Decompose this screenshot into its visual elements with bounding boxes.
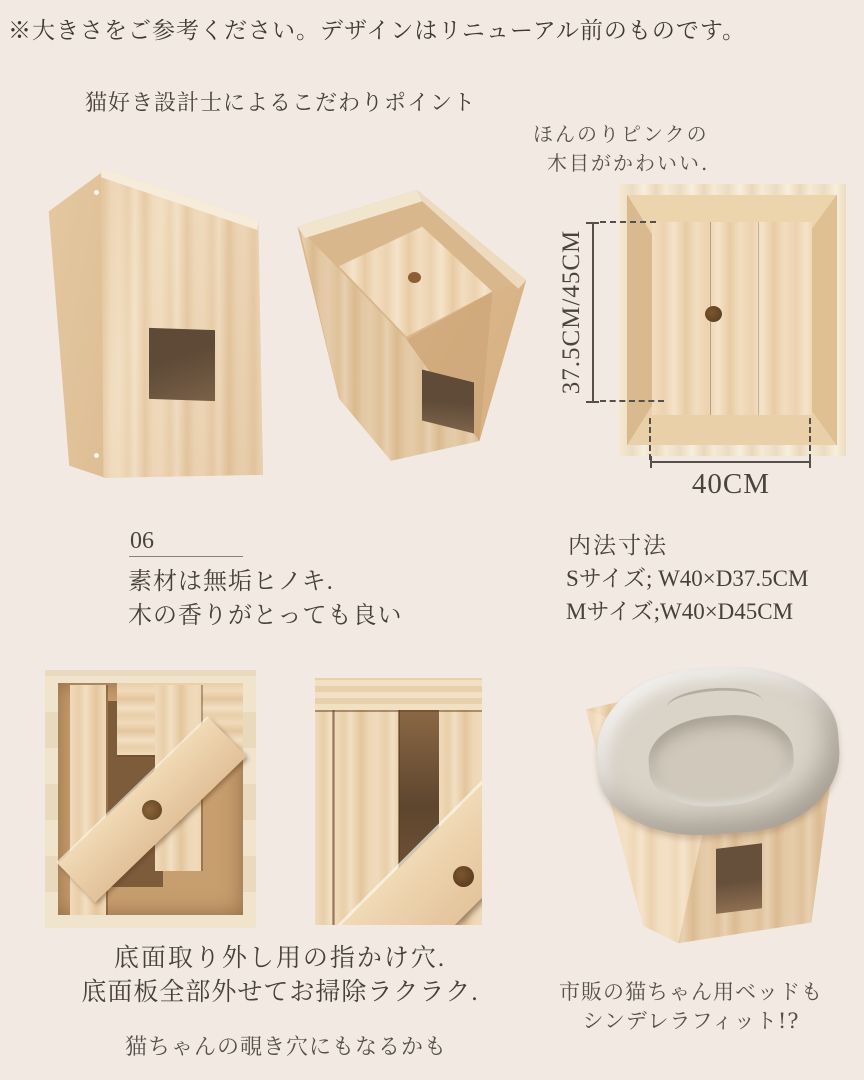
finger-hole: [138, 796, 166, 824]
pink-grain-note-line1: ほんのりピンクの: [533, 122, 709, 146]
dimension-line-horizontal: [650, 461, 811, 463]
point-number-underline: [129, 556, 243, 557]
box-floor: [652, 222, 812, 415]
peek-hole-caption: 猫ちゃんの覗き穴にもなるかも: [125, 1035, 448, 1060]
floor-hole: [705, 306, 722, 322]
photo-house-box-front: [35, 168, 263, 478]
point-text-line2: 木の香りがとっても良い: [128, 603, 403, 629]
dimension-dash-bottom: [600, 400, 664, 402]
dimension-cap-left: [650, 456, 652, 468]
dimension-line-vertical: [592, 223, 594, 403]
inner-dimensions-size-m: Mサイズ;W40×D45CM: [566, 599, 794, 624]
dimension-cap-right: [809, 456, 811, 468]
photo-cat-bed-fit: [583, 662, 855, 958]
floor-plank-seam: [758, 222, 759, 415]
cat-bed-seat: [645, 711, 796, 810]
photo-open-top-box: [287, 190, 547, 472]
inner-depth-dimension-label: 37.5CM/45CM: [558, 229, 585, 395]
cat-bed-caption-line2: シンデレラフィット!?: [582, 1009, 800, 1033]
dimension-cap-top: [586, 222, 599, 224]
inner-dimensions-title: 内法寸法: [568, 533, 668, 558]
finger-hole: [453, 866, 474, 887]
photo-inner-dimension-topview: [618, 184, 846, 456]
cat-bed-caption-line1: 市販の猫ちゃん用ベッドも: [559, 980, 823, 1004]
closeup-ceiling-strip: [315, 678, 482, 710]
point-text-line1: 素材は無垢ヒノキ.: [128, 569, 334, 595]
bottom-plate-caption-line1: 底面取り外し用の指かけ穴.: [113, 945, 447, 972]
point-number: 06: [130, 528, 154, 554]
photo-bottom-boards-topview: [45, 670, 256, 928]
dimension-cap-bottom: [586, 401, 599, 403]
house-box-entry-opening: [149, 328, 215, 402]
closeup-left-strip: [315, 710, 332, 925]
bed-box-entry-opening: [716, 843, 762, 914]
pink-grain-note-line2: 木目がかわいい.: [547, 151, 710, 175]
photo-finger-hole-closeup: [315, 678, 482, 925]
inner-width-dimension-label: 40CM: [691, 468, 771, 500]
dimension-dash-left: [649, 418, 651, 460]
floor-hole: [408, 272, 421, 283]
dimension-dash-top: [600, 221, 656, 223]
dimension-dash-right: [809, 418, 811, 460]
section-heading: 猫好き設計士によるこだわりポイント: [85, 90, 477, 115]
inner-dimensions-size-s: Sサイズ; W40×D37.5CM: [566, 566, 809, 591]
size-disclaimer-note: ※大きさをご参考ください。デザインはリニューアル前のものです。: [8, 18, 747, 43]
bottom-plate-caption-line2: 底面板全部外せてお掃除ラクラク.: [81, 979, 479, 1006]
screw-hole-dot: [94, 190, 99, 195]
